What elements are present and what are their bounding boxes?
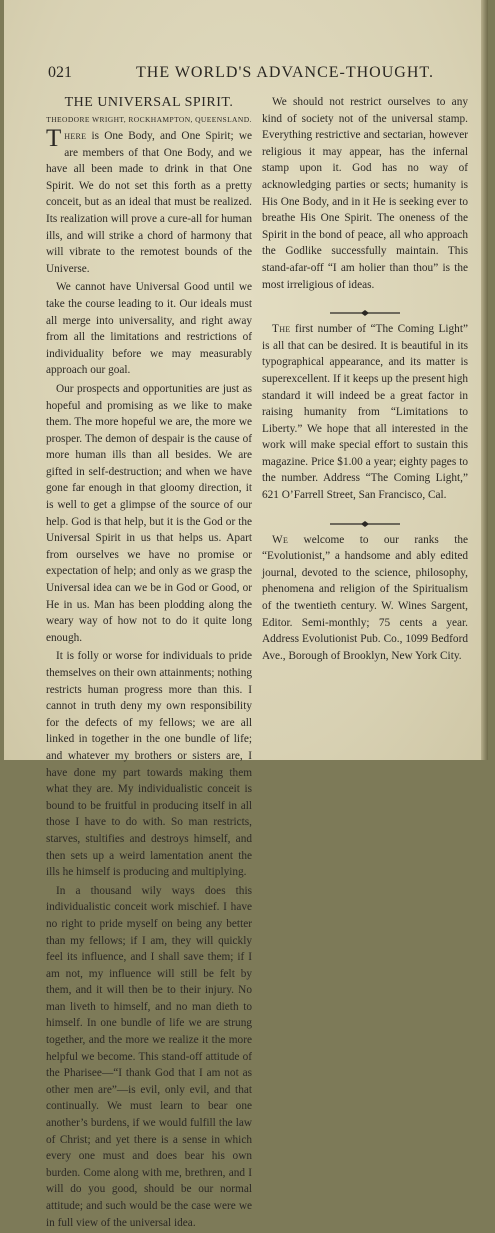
page bbox=[4, 0, 488, 1229]
notice-lead: The bbox=[272, 323, 291, 336]
journal-title: THE WORLD'S ADVANCE-THOUGHT. bbox=[136, 64, 434, 81]
notice-text: first number of “The Coming Light” is all that can be desired. It is beautiful in its typographical appearance, and its matter is superexcellent. If it keeps up the present high standard it will indeed be a great factor in raising humanity from “Limitations to Liberty.” We hope that all interested in the work will make special effort to sustain this magazine. Price $1.00 a year; eighty pages to the number. Address “The Coming Light,” 621 O’Farrell Street, San Francisco, Cal. bbox=[262, 323, 468, 502]
left-column bbox=[46, 94, 252, 1233]
article-paragraph-1 bbox=[46, 125, 252, 277]
paragraph-text: is One Body, and One Spirit; we are members of that One Body, and we have all been made to drink in that One Spirit. We do not set this forth as a pretty conceit, but as an ideal that must be realized. Its realization will prove a cure-all for human ills, and will strike a chord of harmony that will vibrate to the remotest bounds of the Universe. bbox=[46, 130, 252, 275]
article-byline: THEODORE WRIGHT, ROCKHAMPTON, QUEENSLAND. bbox=[46, 115, 252, 124]
article-title: THE UNIVERSAL SPIRIT. bbox=[64, 95, 234, 110]
right-column bbox=[262, 94, 468, 666]
article-paragraph-4: It is folly or worse for individuals to pride themselves on their own attainments; nothing restricts human progress more than this. I cannot in truth deny my own responsibility for the defects of my fellows; we are all linked in together in the one bundle of life; and whatever my brothers or sisters are, I have done my part towards making them what they are. My individualistic conceit is bound to be fruitful in producing itself in all those I have to do with. So man restricts, starves, stultifies and destroys himself, and then sets up a weird lamentation anent the ills he himself is producing and multiplying. bbox=[46, 650, 252, 879]
section-divider bbox=[262, 305, 468, 313]
notice-coming-light bbox=[262, 321, 468, 504]
notice-lead: We bbox=[272, 533, 289, 546]
article-paragraph-2: We cannot have Universal Good until we take the course leading to it. Our ideals must all merge into universality, and right away from all the limitations and restrictions of individuality before we may measurably approach our goal. bbox=[46, 281, 252, 377]
section-divider bbox=[262, 516, 468, 524]
notice-evolutionist bbox=[262, 532, 468, 665]
notice-text: welcome to our ranks the “Evolutionist,” a handsome and ably edited journal, devoted to the science, philosophy, phenomena and religion of the Spiritualism of the twentieth century. W. Wines Sargent, Editor. Semi-monthly; 75 cents a year. Address Evolutionist Pub. Co., 1099 Bedford Ave., Borough of Brooklyn, New York City. bbox=[262, 533, 468, 662]
running-head bbox=[48, 64, 448, 84]
page-number: 021 bbox=[48, 64, 72, 81]
divider-ornament-icon bbox=[330, 310, 400, 316]
lead-word: here bbox=[64, 130, 87, 142]
page-edge bbox=[481, 0, 488, 760]
article-paragraph-3: Our prospects and opportunities are just as hopeful and promising as we like to make them. The more hopeful we are, the more we prosper. The demon of despair is the cause of more human ills than all besides. We are gifted in self-destruction; and when we have gone far enough in that gloomy direction, it is well to get a glimpse of the source of our help. God is that help, but it is the God or the Universal Spirit in us that helps us. Apart from ourselves we have no promise or expectation of help; and only as we grasp the Universal idea can we be in God or Good, or He in us. Man has been plodding along the weary way of how not to do it quite long enough. bbox=[46, 382, 252, 644]
article-paragraph-6: We should not restrict ourselves to any kind of society not of the universal stamp. Everything restrictive and sectarian, however religious it may appear, has the infernal stamp upon it. God has no way of acknowledging parties or sects; humanity is His One Body, and in it He is seeking ever to breathe His One Spirit. The oneness of the Spirit in the bond of peace, all who approach the Godlike successfully maintain. This stand-afar-off “I am holier than thou” is the most irreligious of ideas. bbox=[262, 96, 468, 291]
divider-ornament-icon bbox=[330, 521, 400, 527]
article-paragraph-5: In a thousand wily ways does this individualistic conceit work mischief. I have no right to pride myself on being any better than my fellows; if I am, they will quickly feel its influence, and I shall save them; if I am not, my influence will still be felt by them, and it will then be to their injury. No man liveth to himself, and no man dieth to himself. In one bundle of life we are strung together, and the more we realize it the more helpful we become. This stand-off attitude of the Pharisee—“I thank God that I am not as other men are”—is evil, only evil, and that continually. We must learn to bear one another’s burdens, if we would fulfill the law of Christ; and yet there is a sense in which every one must and does bear his own burden. Come along with me, brethren, and I will do you good, should be our normal attitude; and such would be the case were we in full view of the universal idea. bbox=[46, 884, 252, 1229]
drop-cap: T bbox=[46, 125, 62, 152]
